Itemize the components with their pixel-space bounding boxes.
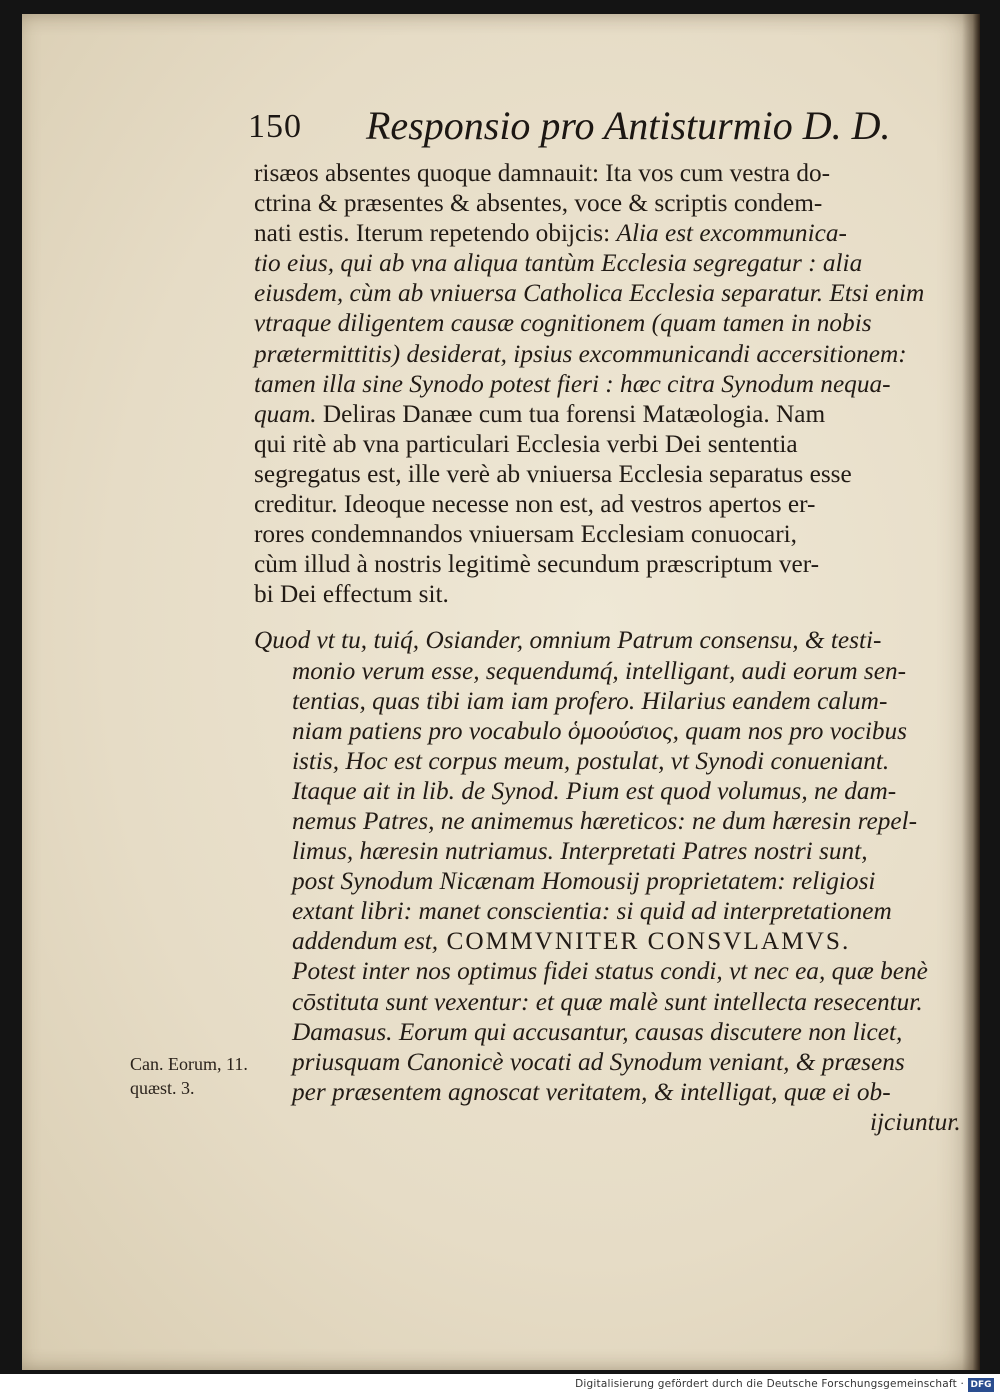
text-line: tentias, quas tibi iam iam profero. Hilarius eandem calum- [292, 686, 888, 715]
text-line: ctrina & præsentes & absentes, voce & scriptis condem- [254, 189, 823, 218]
text-line: extant libri: manet conscientia: si quid ad interpretationem [292, 897, 892, 926]
text-line: cùm illud à nostris legitimè secundum præscriptum ver- [254, 550, 820, 579]
text-line: Itaque ait in lib. de Synod. Pium est quod volumus, ne dam- [292, 776, 897, 805]
text-line: ijciuntur. [870, 1107, 961, 1136]
dfg-logo: DFG [968, 1378, 994, 1392]
text-line: qui ritè ab vna particulari Ecclesia verbi Dei sententia [254, 429, 798, 458]
text-line: tio eius, qui ab vna aliqua tantùm Ecclesia segregatur : alia [254, 249, 863, 278]
text-line: segregatus est, ille verè ab vniuersa Ecclesia separatus esse [254, 459, 852, 488]
text-line: Damasus. Eorum qui accusantur, causas discutere non licet, [292, 1017, 903, 1046]
text-italic: Alia est excommunica- [616, 219, 847, 248]
text-italic: quam. [254, 399, 317, 428]
text-line: limus, hæresin nutriamus. Interpretati Patres nostri sunt, [292, 837, 868, 866]
text-line: rores condemnandos vniuersam Ecclesiam conuocari, [254, 520, 797, 549]
marginal-note [130, 1052, 270, 1100]
text-italic: addendum est, [292, 927, 439, 956]
footer-bar [0, 1374, 1000, 1396]
text-line: istis, Hoc est corpus meum, postulat, vt Synodi conueniant. [292, 746, 890, 775]
text-line: cōstituta sunt vexentur: et quæ malè sunt intellecta resecentur. [292, 987, 923, 1016]
text-line: Potest inter nos optimus fidei status condi, vt nec ea, quæ benè [292, 957, 928, 986]
text-line: creditur. Ideoque necesse non est, ad vestros apertos er- [254, 490, 816, 519]
text-line: bi Dei effectum sit. [254, 580, 449, 609]
text-roman: nati estis. Iterum repetendo obijcis: [254, 219, 611, 248]
text-line: prætermittitis) desiderat, ipsius excommunicandi accersitionem: [254, 339, 907, 368]
funding-credit: Digitalisierung gefördert durch die Deutsche Forschungsgemeinschaft · [575, 1378, 964, 1390]
text-line: eiusdem, cùm ab vniuersa Catholica Ecclesia separatur. Etsi enim [254, 279, 925, 308]
paragraph-gap [254, 609, 940, 625]
running-head: Responsio pro Antisturmio D. D. [366, 103, 891, 148]
text-line: post Synodum Nicænam Homousij proprietatem: religiosi [292, 867, 876, 896]
text-line: per præsentem agnoscat veritatem, & intelligat, quæ ei ob- [292, 1077, 891, 1106]
text-line [254, 399, 940, 429]
page-edge-shadow [962, 14, 980, 1370]
text-line: monio verum esse, sequendumq́, intelligant, audi eorum sen- [292, 656, 907, 685]
text-roman: Deliras Danæe cum tua forensi Matæologia. Nam [316, 399, 826, 428]
text-line [254, 926, 940, 956]
text-line: tamen illa sine Synodo potest fieri : hæc citra Synodum nequa- [254, 369, 891, 398]
text-line: nemus Patres, ne animemus hæreticos: ne dum hæresin repel- [292, 806, 918, 835]
marginal-line: quæst. 3. [130, 1078, 195, 1098]
text-line: priusquam Canonicè vocati ad Synodum veniant, & præsens [292, 1047, 905, 1076]
text-line: niam patiens pro vocabulo ὁμοούσιος, quam nos pro vocibus [292, 716, 908, 745]
body-text [254, 158, 961, 1137]
page-number: 150 [248, 108, 302, 145]
text-line: risæos absentes quoque damnauit: Ita vos cum vestra do- [254, 159, 831, 187]
marginal-line: Can. Eorum, 11. [130, 1054, 248, 1074]
text-caps: COMMVNITER CONSVLAMVS. [438, 927, 851, 956]
text-line [254, 218, 940, 248]
text-line: vtraque diligentem causæ cognitionem (quam tamen in nobis [254, 309, 872, 338]
page-header [248, 98, 908, 156]
text-line: Quod vt tu, tuiq́, Osiander, omnium Patrum consensu, & testi- [254, 626, 882, 655]
